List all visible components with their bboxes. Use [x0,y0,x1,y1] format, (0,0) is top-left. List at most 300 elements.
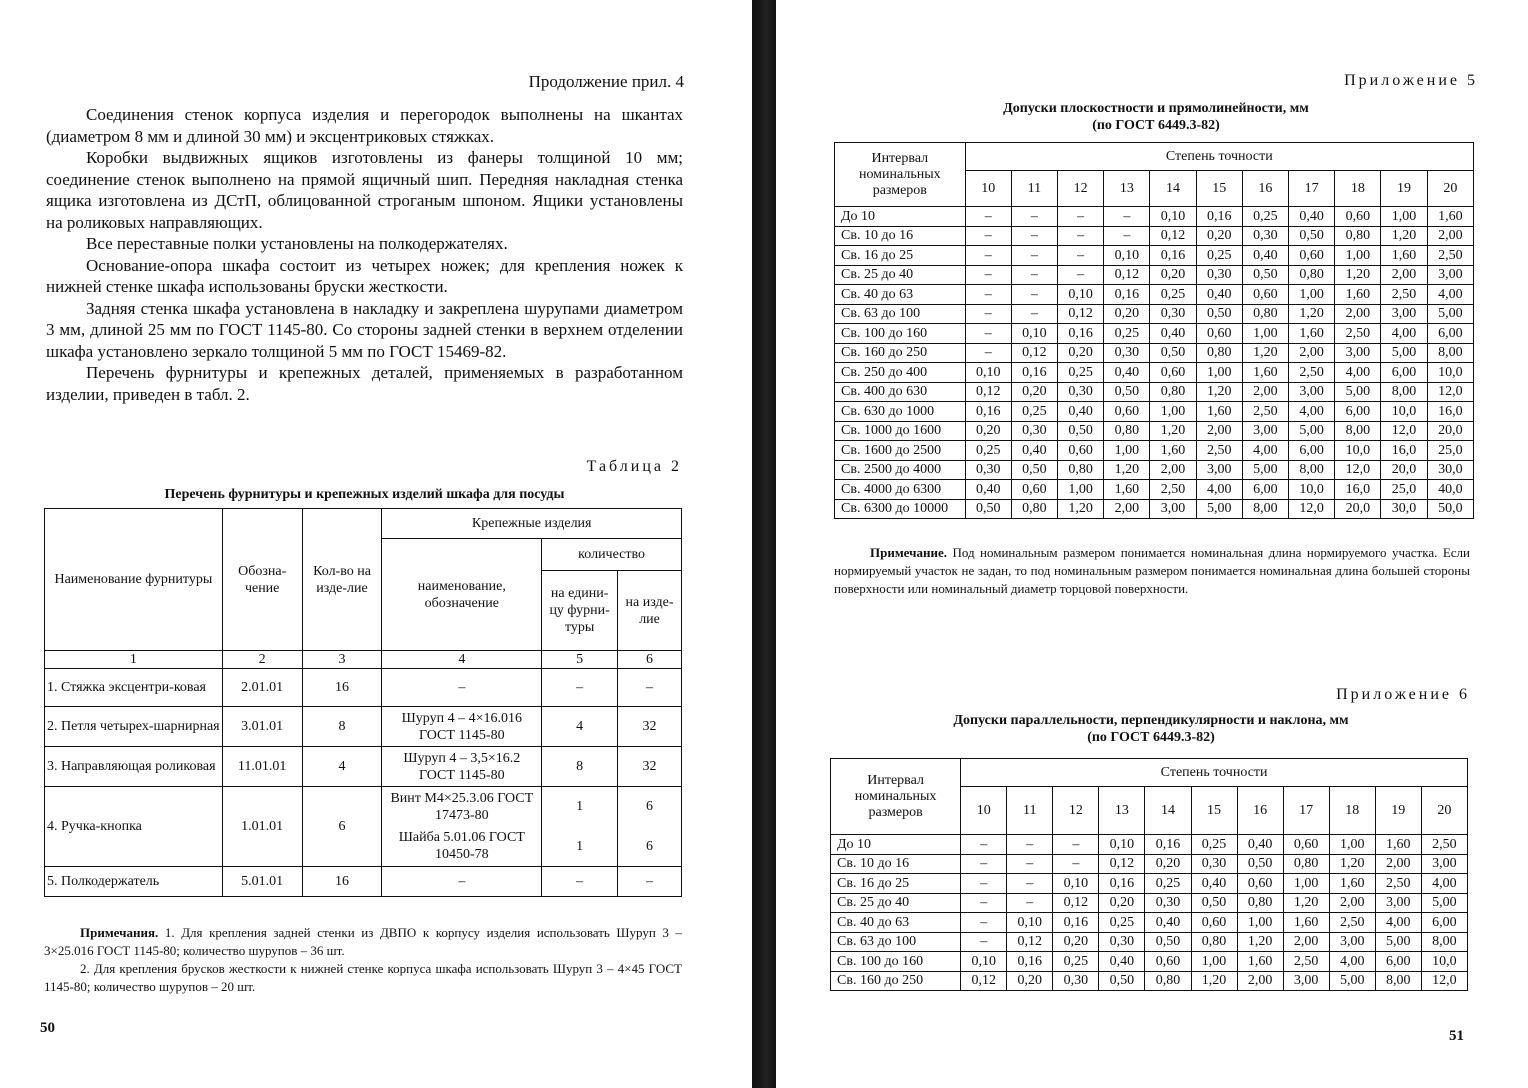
cell: 8 [302,707,382,747]
tolerance-cell: – [1011,265,1057,285]
tolerance-cell: 25,0 [1427,441,1473,461]
note: Под номинальным размером понимается номинальная длина нормируемого участка. Если нормируемый участок не задан, то под номинальным размером понимается номинальная длина большей стороны поверхности или номинальный диаметр торцовой поверхности. [834,545,1470,596]
col-num: 2 [222,651,302,669]
tolerance-cell: 1,00 [1283,874,1329,894]
tolerance-cell: 3,00 [1196,460,1242,480]
tolerance-cell: 0,25 [1145,874,1191,894]
tolerance-cell: 2,00 [1150,460,1196,480]
tolerance-cell: 1,60 [1242,363,1288,383]
tolerance-cell: 1,00 [1150,402,1196,422]
interval-cell: Св. 25 до 40 [835,265,966,285]
tolerance-cell: 1,20 [1058,499,1104,519]
cell: 16 [302,669,382,707]
tolerance-cell: – [1104,226,1150,246]
tolerance-cell: 0,25 [1191,835,1237,855]
tolerance-cell: 1,00 [1381,207,1427,227]
tolerance-cell: 0,60 [1242,285,1288,305]
tolerance-cell: 2,50 [1375,874,1421,894]
tolerance-cell: 0,12 [1053,893,1099,913]
tolerance-cell: 3,00 [1375,893,1421,913]
cell: 3.01.01 [222,707,302,747]
interval-cell: Св. 1000 до 1600 [835,421,966,441]
tolerance-cell: 3,00 [1421,854,1467,874]
table-row [835,480,1474,500]
tolerance-cell: 0,16 [1145,835,1191,855]
cell: 16 [302,867,382,897]
interval-cell: Св. 250 до 400 [835,363,966,383]
table-row [835,324,1474,344]
tolerance-cell: 1,00 [1329,835,1375,855]
tolerance-cell: 0,20 [965,421,1011,441]
tolerance-cell: 10,0 [1335,441,1381,461]
cell: 32 [618,707,682,747]
tolerance-cell: 4,00 [1196,480,1242,500]
tolerance-cell: 0,60 [1335,207,1381,227]
table-row [835,382,1474,402]
cell: 8 [542,747,618,787]
tolerance-cell: 1,00 [1335,246,1381,266]
tolerance-cell: 30,0 [1381,499,1427,519]
table-row [835,246,1474,266]
degree-header: 19 [1381,171,1427,207]
table-row [835,304,1474,324]
cell: 4 [542,707,618,747]
tolerance-cell: – [961,932,1007,952]
tolerance-cell: 1,20 [1150,421,1196,441]
col-num: 4 [382,651,542,669]
tolerance-cell: 5,00 [1329,971,1375,991]
tolerance-cell: 4,00 [1421,874,1467,894]
tolerance-cell: 0,30 [1058,382,1104,402]
tolerance-cell: 0,40 [1237,835,1283,855]
interval-cell: До 10 [835,207,966,227]
appendix-heading: Приложение 5 [1344,72,1478,89]
tolerance-cell: 0,80 [1058,460,1104,480]
tolerance-cell: 1,60 [1335,285,1381,305]
tolerance-cell: 0,10 [961,952,1007,972]
tolerance-cell: – [961,854,1007,874]
tolerance-cell: 16,0 [1335,480,1381,500]
flatness-tolerance-table [834,142,1474,519]
tolerance-cell: 20,0 [1335,499,1381,519]
cell: 6 [302,787,382,867]
tolerance-cell: 1,60 [1427,207,1473,227]
interval-cell: Св. 10 до 16 [831,854,961,874]
tolerance-cell: 0,30 [1053,971,1099,991]
tolerance-cell: 0,16 [1099,874,1145,894]
col-header: Интервал номинальных размеров [835,143,966,207]
tolerance-cell: 2,50 [1421,835,1467,855]
tolerance-cell: 0,60 [1196,324,1242,344]
tolerance-cell: 0,60 [1191,913,1237,933]
cell: 6 [618,787,682,827]
cell: 6 [618,827,682,867]
tolerance-cell: 0,25 [965,441,1011,461]
table-row [835,441,1474,461]
tolerance-cell: 5,00 [1427,304,1473,324]
table-row [831,952,1468,972]
tolerance-cell: – [965,246,1011,266]
tolerance-cell: 0,60 [1283,835,1329,855]
tolerance-cell: 0,50 [1196,304,1242,324]
tolerance-cell: 2,00 [1237,971,1283,991]
tolerance-cell: – [965,265,1011,285]
paragraph: Все переставные полки установлены на полкодержателях. [86,234,508,253]
page-number: 51 [1449,1028,1464,1044]
table-row [45,747,682,787]
tolerance-cell: 2,00 [1335,304,1381,324]
tolerance-cell: 8,00 [1421,932,1467,952]
tolerance-cell: 1,20 [1289,304,1335,324]
paragraph: Задняя стенка шкафа установлена в накладку и закреплена шурупами диаметром 3 мм, длиной 25 мм по ГОСТ 1145-80. Со стороны задней стенки в верхнем отделении шкафа установлено зеркало толщиной 5 мм по ГОСТ 15469-82. [46,298,683,361]
tolerance-cell: 3,00 [1329,932,1375,952]
interval-cell: Св. 160 до 250 [835,343,966,363]
tolerance-cell: 0,80 [1283,854,1329,874]
table-row [835,460,1474,480]
table-row [835,499,1474,519]
tolerance-cell: 6,00 [1427,324,1473,344]
tolerance-cell: 0,16 [1011,363,1057,383]
tolerance-cell: 0,50 [1104,382,1150,402]
tolerance-cell: 1,60 [1375,835,1421,855]
tolerance-cell: 0,16 [965,402,1011,422]
tolerance-cell: 4,00 [1427,285,1473,305]
cell: – [382,867,542,897]
tolerance-cell: 5,00 [1289,421,1335,441]
table-title: Перечень фурнитуры и крепежных изделий шкафа для посуды [164,487,565,502]
cell: – [542,867,618,897]
interval-cell: Св. 630 до 1000 [835,402,966,422]
tolerance-cell: – [961,835,1007,855]
tolerance-cell: 1,20 [1242,343,1288,363]
degree-header: 17 [1283,787,1329,835]
tolerance-cell: 0,30 [965,460,1011,480]
col-num: 6 [618,651,682,669]
tolerance-cell: 3,00 [1289,382,1335,402]
degree-header: 18 [1329,787,1375,835]
tolerance-cell: 0,16 [1058,324,1104,344]
table-row [45,669,682,707]
tolerance-cell: 2,00 [1427,226,1473,246]
tolerance-cell: 3,00 [1283,971,1329,991]
tolerance-cell: 0,25 [1150,285,1196,305]
tolerance-cell: 0,80 [1104,421,1150,441]
col-header: Степень точности [961,759,1468,787]
degree-header: 13 [1099,787,1145,835]
cell: 1.01.01 [222,787,302,867]
tolerance-cell: 0,40 [1011,441,1057,461]
tolerance-cell: 2,50 [1283,952,1329,972]
note-label: Примечание. [870,545,947,560]
tolerance-cell: 0,16 [1007,952,1053,972]
tolerance-cell: 30,0 [1427,460,1473,480]
tolerance-cell: 3,00 [1242,421,1288,441]
tolerance-cell: 12,0 [1335,460,1381,480]
tolerance-cell: 0,30 [1145,893,1191,913]
cell: 1 [542,827,618,867]
col-num: 5 [542,651,618,669]
degree-header: 12 [1058,171,1104,207]
tolerance-cell: – [965,207,1011,227]
appendix-heading: Приложение 6 [1336,686,1470,703]
tolerance-cell: 1,00 [1058,480,1104,500]
tolerance-cell: 6,00 [1242,480,1288,500]
tolerance-cell: 12,0 [1289,499,1335,519]
table-row [835,343,1474,363]
tolerance-cell: 0,50 [1191,893,1237,913]
degree-header: 16 [1242,171,1288,207]
tolerance-cell: 2,00 [1381,265,1427,285]
degree-header: 13 [1104,171,1150,207]
table-row [831,932,1468,952]
cell: 2. Петля четырех-шарнирная [45,707,223,747]
tolerance-cell: – [1011,226,1057,246]
tolerance-cell: 8,00 [1335,421,1381,441]
note: 2. Для крепления брусков жесткости к нижней стенке корпуса шкафа использовать Шуруп 3 – 4×45 ГОСТ 1145-80; количество шурупов – 20 шт. [44,961,682,994]
tolerance-cell: 0,60 [1150,363,1196,383]
tolerance-cell: 0,80 [1196,343,1242,363]
tolerance-cell: 0,40 [1242,246,1288,266]
table-row [835,226,1474,246]
interval-cell: Св. 16 до 25 [831,874,961,894]
tolerance-cell: 0,60 [1237,874,1283,894]
tolerance-cell: 4,00 [1335,363,1381,383]
tolerance-cell: 0,25 [1242,207,1288,227]
tolerance-cell: 3,00 [1427,265,1473,285]
tolerance-cell: 0,50 [1099,971,1145,991]
tolerance-cell: 0,20 [1053,932,1099,952]
parallelism-tolerance-table [830,758,1468,991]
tolerance-cell: 8,00 [1375,971,1421,991]
tolerance-cell: 2,50 [1150,480,1196,500]
tolerance-cell: 0,30 [1150,304,1196,324]
tolerance-cell: – [961,874,1007,894]
tolerance-cell: 50,0 [1427,499,1473,519]
tolerance-cell: 0,12 [961,971,1007,991]
tolerance-cell: 1,20 [1237,932,1283,952]
tolerance-cell: 20,0 [1381,460,1427,480]
paragraph: Коробки выдвижных ящиков изготовлены из фанеры толщиной 10 мм; соединение стенок выполнено на прямой ящичный шип. Передняя накладная стенка ящика изготовлена из ДСтП, облицованной строганым шпоном. Ящики установлены на роликовых направляющих. [46,148,683,232]
tolerance-cell: – [1058,226,1104,246]
degree-header: 12 [1053,787,1099,835]
table-title-line: (по ГОСТ 6449.3-82) [1087,730,1215,745]
tolerance-cell: 0,30 [1191,854,1237,874]
interval-cell: Св. 16 до 25 [835,246,966,266]
interval-cell: Св. 40 до 63 [835,285,966,305]
table-row [831,874,1468,894]
tolerance-cell: 2,50 [1381,285,1427,305]
tolerance-cell: 0,60 [1145,952,1191,972]
tolerance-cell: 0,40 [1150,324,1196,344]
table-row [835,421,1474,441]
tolerance-cell: 0,50 [1242,265,1288,285]
cell: 5.01.01 [222,867,302,897]
tolerance-cell: 0,30 [1196,265,1242,285]
interval-cell: Св. 400 до 630 [835,382,966,402]
tolerance-cell: 0,40 [1145,913,1191,933]
col-header: Степень точности [965,143,1473,171]
tolerance-cell: 0,50 [1058,421,1104,441]
cell: 5. Полкодержатель [45,867,223,897]
degree-header: 15 [1191,787,1237,835]
tolerance-cell: 0,60 [1058,441,1104,461]
hardware-table [44,508,682,897]
table-row [835,402,1474,422]
tolerance-cell: 0,20 [1058,343,1104,363]
tolerance-cell: 2,00 [1289,343,1335,363]
tolerance-cell: 5,00 [1242,460,1288,480]
tolerance-cell: 0,10 [1058,285,1104,305]
tolerance-cell: 0,40 [1196,285,1242,305]
paragraph: Основание-опора шкафа состоит из четырех ножек; для крепления ножек к нижней стенке шкафа использованы бруски жесткости. [46,255,683,296]
tolerance-cell: 8,00 [1242,499,1288,519]
left-page [0,0,752,1088]
tolerance-cell: – [1058,207,1104,227]
tolerance-cell: 10,0 [1427,363,1473,383]
col-header: Крепежные изделия [382,509,682,539]
tolerance-cell: 2,00 [1242,382,1288,402]
right-page [776,0,1528,1088]
tolerance-cell: – [965,343,1011,363]
body-text [46,104,683,405]
degree-header: 20 [1421,787,1467,835]
tolerance-cell: 1,60 [1289,324,1335,344]
col-header: наименование, обозначение [382,539,542,651]
tolerance-cell: 0,20 [1104,304,1150,324]
tolerance-cell: 2,00 [1283,932,1329,952]
tolerance-cell: 0,80 [1191,932,1237,952]
tolerance-cell: 0,25 [1053,952,1099,972]
tolerance-cell: 3,00 [1150,499,1196,519]
tolerance-cell: 10,0 [1421,952,1467,972]
tolerance-cell: – [965,324,1011,344]
tolerance-cell: 6,00 [1421,913,1467,933]
tolerance-cell: – [965,226,1011,246]
table-row [45,707,682,747]
book-spine [752,0,776,1088]
cell: – [382,669,542,707]
tolerance-cell: 0,60 [1104,402,1150,422]
tolerance-cell: 4,00 [1381,324,1427,344]
interval-cell: Св. 100 до 160 [831,952,961,972]
tolerance-cell: – [1007,854,1053,874]
tolerance-cell: 0,50 [1237,854,1283,874]
tolerance-cell: 1,60 [1104,480,1150,500]
tolerance-cell: 0,10 [965,363,1011,383]
tolerance-cell: 0,60 [1289,246,1335,266]
tolerance-cell: 2,50 [1242,402,1288,422]
tolerance-cell: – [961,913,1007,933]
tolerance-cell: 12,0 [1421,971,1467,991]
degree-header: 17 [1289,171,1335,207]
interval-cell: Св. 40 до 63 [831,913,961,933]
interval-cell: Св. 4000 до 6300 [835,480,966,500]
tolerance-cell: 0,25 [1099,913,1145,933]
tolerance-cell: 0,40 [1104,363,1150,383]
table-row [831,893,1468,913]
degree-header: 10 [965,171,1011,207]
tolerance-cell: 0,20 [1145,854,1191,874]
cell: 2.01.01 [222,669,302,707]
tolerance-cell: – [1058,265,1104,285]
tolerance-cell: 16,0 [1381,441,1427,461]
cell: 32 [618,747,682,787]
tolerance-cell: 40,0 [1427,480,1473,500]
tolerance-cell: 2,50 [1196,441,1242,461]
tolerance-cell: 0,12 [1007,932,1053,952]
table-label: Таблица 2 [586,458,682,475]
tolerance-cell: 1,60 [1237,952,1283,972]
tolerance-cell: 0,80 [1237,893,1283,913]
degree-header: 11 [1007,787,1053,835]
col-num: 1 [45,651,223,669]
tolerance-cell: 2,00 [1329,893,1375,913]
col-header: на едини-цу фурни-туры [542,571,618,651]
table-row [831,971,1468,991]
table-note [834,544,1470,598]
paragraph: Соединения стенок корпуса изделия и перегородок выполнены на шкантах (диаметром 8 мм и длиной 30 мм) и эксцентриковых стяжках. [46,105,683,146]
tolerance-cell: – [961,893,1007,913]
tolerance-cell: 1,20 [1191,971,1237,991]
cell: 1. Стяжка эксцентри-ковая [45,669,223,707]
tolerance-cell: 0,80 [1150,382,1196,402]
tolerance-cell: 0,12 [1099,854,1145,874]
tolerance-cell: 0,50 [1289,226,1335,246]
table-row [835,285,1474,305]
interval-cell: Св. 63 до 100 [835,304,966,324]
tolerance-cell: 0,40 [1289,207,1335,227]
tolerance-cell: – [1007,874,1053,894]
tolerance-cell: 20,0 [1427,421,1473,441]
tolerance-cell: 0,40 [965,480,1011,500]
tolerance-cell: 8,00 [1381,382,1427,402]
tolerance-cell: – [1011,207,1057,227]
tolerance-cell: 5,00 [1375,932,1421,952]
tolerance-cell: 0,16 [1104,285,1150,305]
tolerance-cell: 1,60 [1283,913,1329,933]
cell: 4. Ручка-кнопка [45,787,223,867]
tolerance-cell: 0,20 [1007,971,1053,991]
col-header: на изде-лие [618,571,682,651]
cell: Шайба 5.01.06 ГОСТ 10450-78 [382,827,542,867]
tolerance-cell: 3,00 [1381,304,1427,324]
table-row [831,854,1468,874]
tolerance-cell: 0,80 [1289,265,1335,285]
tolerance-cell: 0,50 [1150,343,1196,363]
tolerance-cell: 0,50 [965,499,1011,519]
tolerance-cell: 1,20 [1283,893,1329,913]
table-row [831,913,1468,933]
tolerance-cell: 1,00 [1196,363,1242,383]
cell: 11.01.01 [222,747,302,787]
degree-header: 14 [1150,171,1196,207]
table-title [846,100,1466,134]
table-row [45,867,682,897]
interval-cell: Св. 160 до 250 [831,971,961,991]
tolerance-cell: – [1007,893,1053,913]
degree-header: 20 [1427,171,1473,207]
tolerance-cell: 2,50 [1335,324,1381,344]
interval-cell: Св. 6300 до 10000 [835,499,966,519]
tolerance-cell: 10,0 [1289,480,1335,500]
tolerance-cell: 1,00 [1104,441,1150,461]
interval-cell: Св. 25 до 40 [831,893,961,913]
table-title-line: Допуски плоскостности и прямолинейности, мм [1003,101,1309,116]
tolerance-cell: – [1011,246,1057,266]
tolerance-cell: 0,50 [1145,932,1191,952]
tolerance-cell: 2,00 [1196,421,1242,441]
tolerance-cell: 0,80 [1242,304,1288,324]
